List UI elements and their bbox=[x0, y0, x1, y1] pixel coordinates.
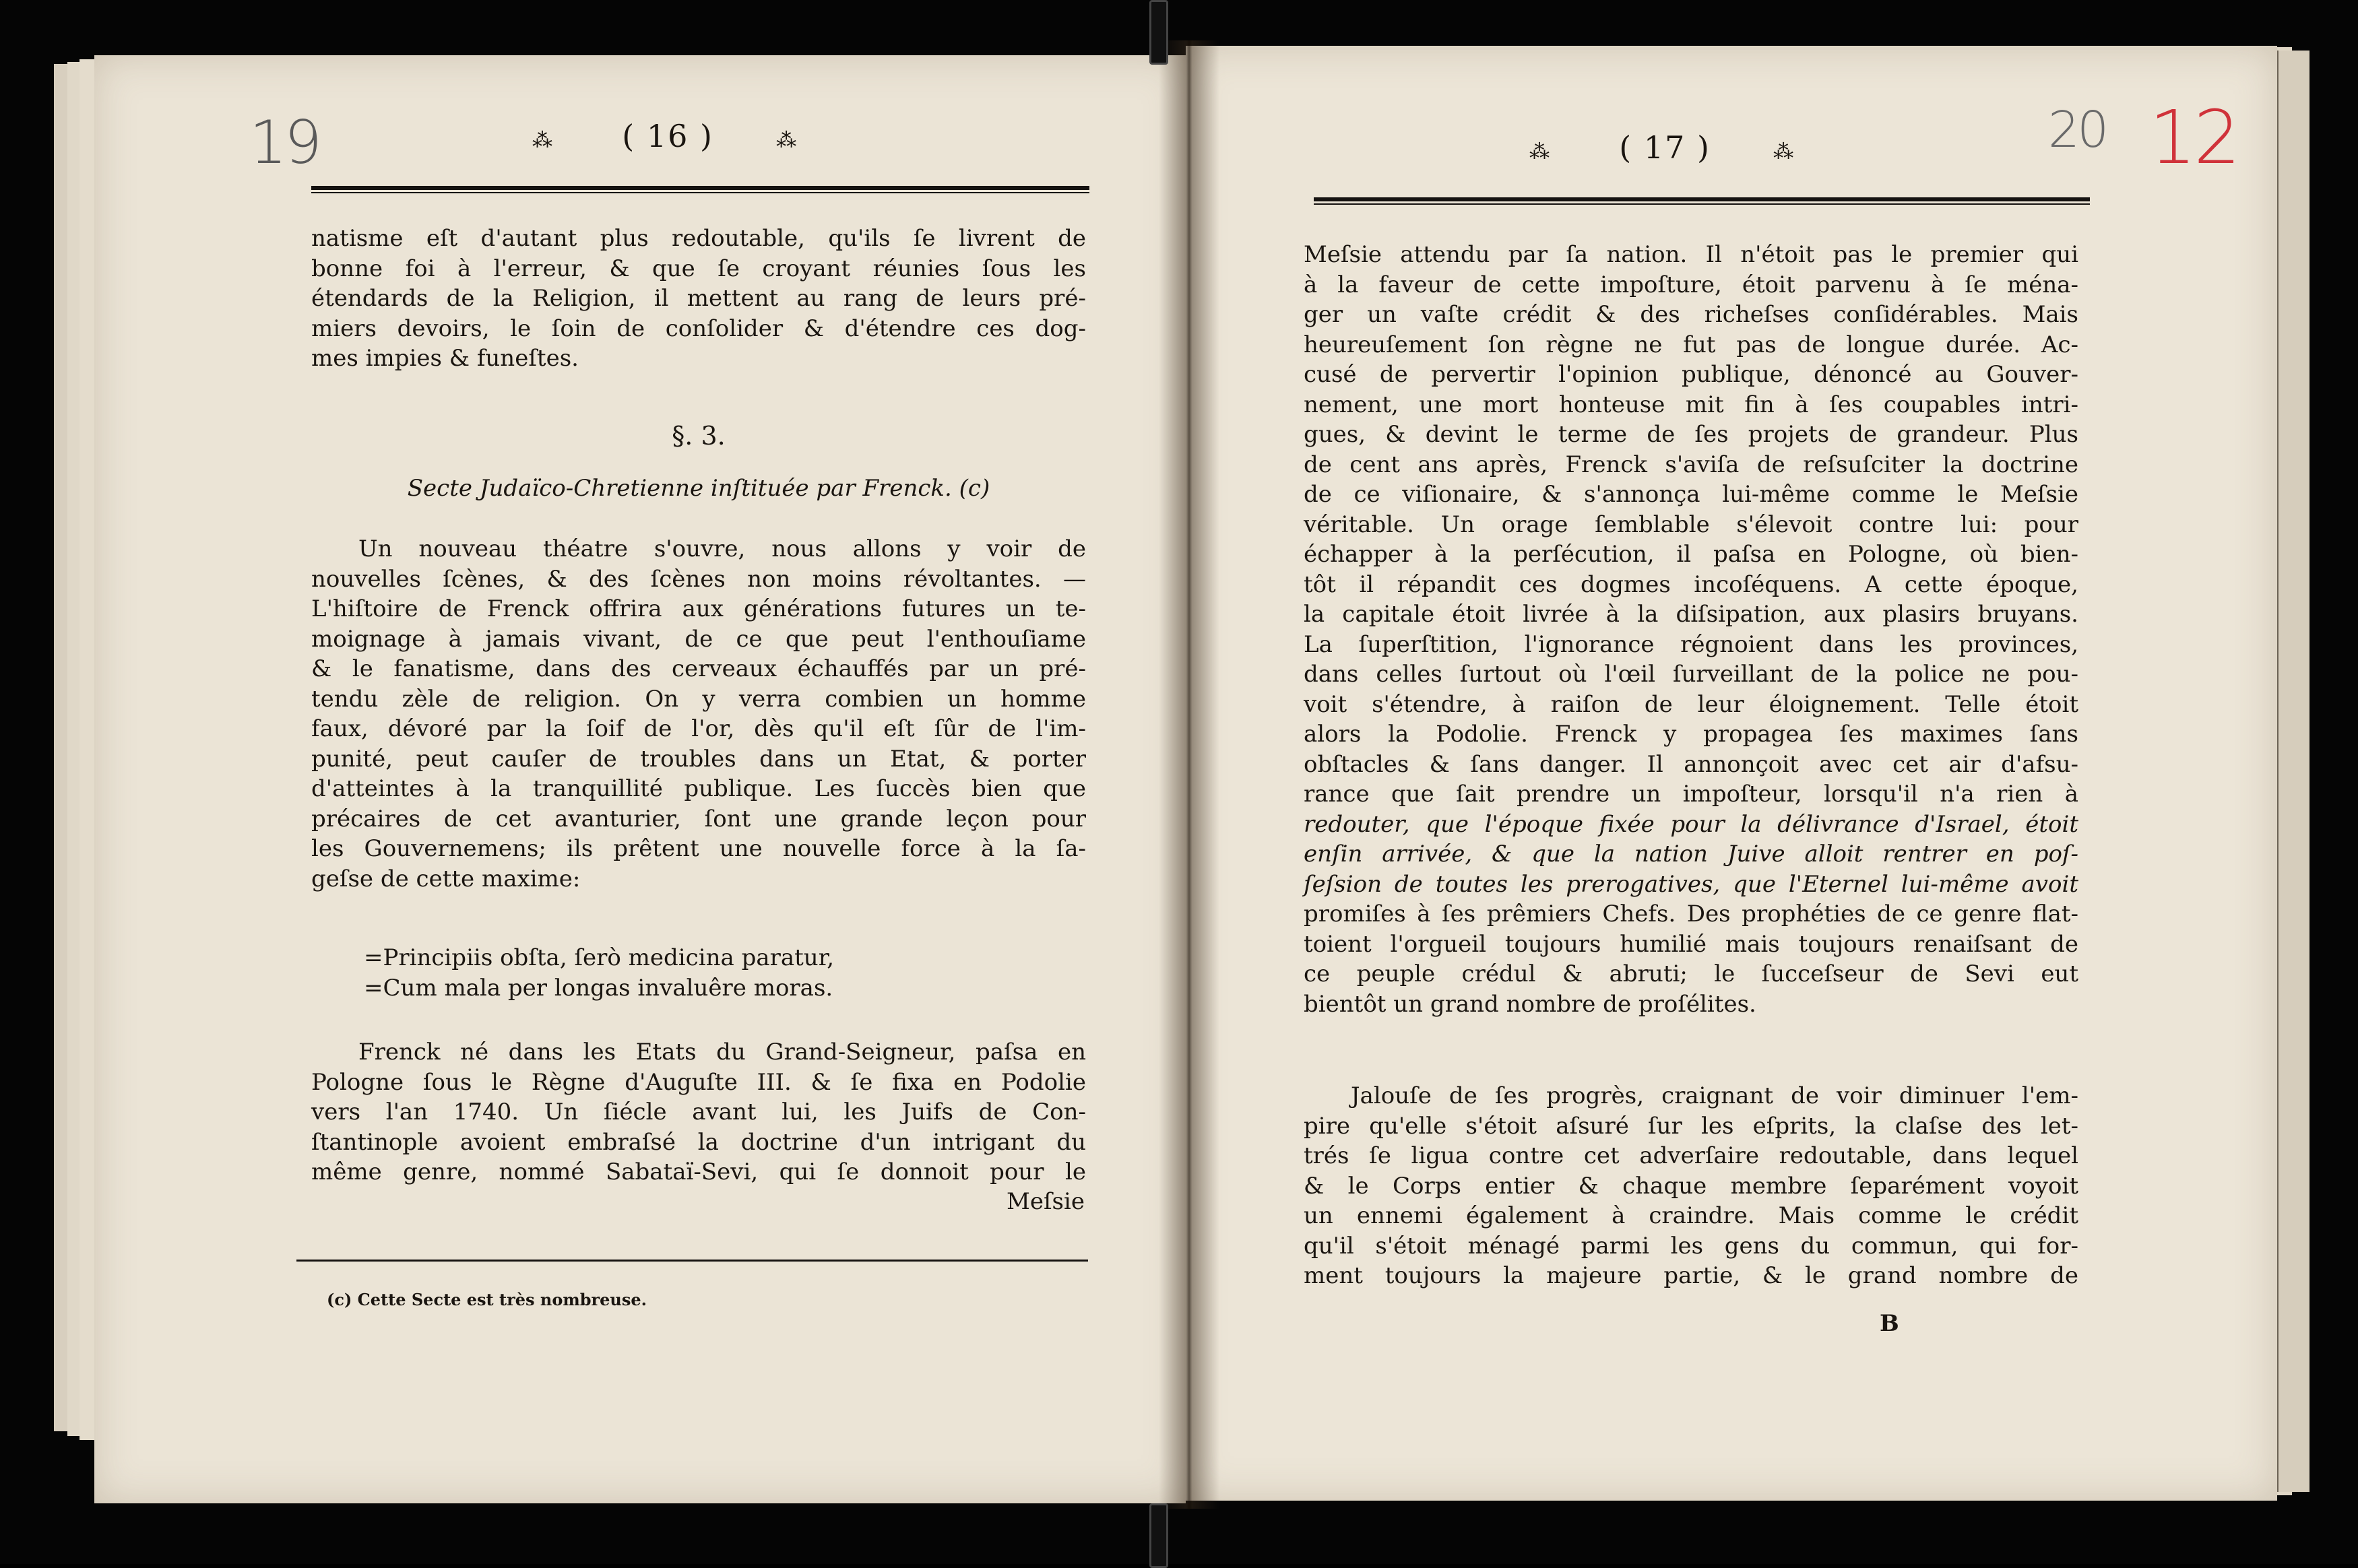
text-line: ment toujours la majeure partie, & le grand nombre de bbox=[1304, 1262, 2078, 1289]
text-line: moignage à jamais vivant, de ce que peut l'enthouſiame bbox=[311, 625, 1086, 653]
right-archive-number: 20 bbox=[2048, 101, 2107, 159]
text-line: un ennemi également à craindre. Mais comme le crédit bbox=[1304, 1202, 2078, 1229]
text-line: obſtacles & ſans danger. Il annonçoit avec cet air d'afsu- bbox=[1304, 750, 2078, 778]
text-line: ſeſsion de toutes les prerogatives, que l'Eternel lui-même avoit bbox=[1304, 870, 2078, 898]
text-line: ger un vaſte crédit & des richeſses conſidérables. Mais bbox=[1304, 301, 2078, 328]
text-line: Meſsie attendu par ſa nation. Il n'étoit pas le premier qui bbox=[1304, 241, 2078, 268]
text-line: ſtantinople avoient embraſsé la doctrine d'un intrigant du bbox=[311, 1128, 1086, 1156]
text-line: dans celles ſurtout où l'œil ſurveillant de la police ne pou- bbox=[1304, 661, 2078, 688]
text-line: vers l'an 1740. Un ſiécle avant lui, les Juifs de Con- bbox=[311, 1099, 1086, 1125]
text-line: de ce viſionaire, & s'annonça lui-même comme le Meſsie bbox=[1304, 481, 2078, 508]
ornament-right-b: ⁂ bbox=[1773, 140, 1801, 164]
right-paragraph-2 bbox=[1304, 1081, 2078, 1291]
ornament-left-b: ⁂ bbox=[776, 129, 804, 152]
text-line: & le Corps entier & chaque membre ſeparément voyoit bbox=[1304, 1172, 2078, 1200]
left-paragraph-1 bbox=[311, 534, 1086, 894]
right-page-header bbox=[1529, 129, 1800, 166]
text-line: geſse de cette maxime: bbox=[311, 865, 581, 892]
left-paragraph-2 bbox=[311, 1037, 1086, 1187]
text-line: La ſuperſtition, l'ignorance régnoient dans les provinces, bbox=[1304, 630, 2078, 658]
text-line: Pologne ſous le Règne d'Auguſte III. & ſe fixa en Podolie bbox=[311, 1068, 1086, 1096]
text-line: nement, une mort honteuse mit fin à ſes coupables intri- bbox=[1304, 391, 2078, 418]
text-line: à la faveur de cette impoſture, étoit parvenu à ſe ména- bbox=[1304, 271, 2078, 298]
section-title: Secte Judaïco-Chretienne inſtituée par Frenck. (c) bbox=[407, 475, 990, 502]
text-line: bonne foi à l'erreur, & que ſe croyant réunies ſous les bbox=[311, 255, 1086, 282]
text-line: même genre, nommé Sabataï-Sevi, qui ſe donnoit pour le bbox=[311, 1158, 1086, 1185]
ornament-right-a: ⁂ bbox=[1529, 140, 1556, 164]
right-header-rule bbox=[1314, 197, 2090, 205]
ornament-left-a: ⁂ bbox=[532, 129, 559, 152]
left-archive-number: 19 bbox=[249, 108, 319, 177]
text-line: enſin arrivée, & que la nation Juive alloit rentrer en poſ- bbox=[1304, 841, 2078, 868]
text-line: faux, dévoré par la ſoif de l'or, dès qu'il eſt ſûr de l'im- bbox=[311, 715, 1086, 742]
signature-mark: B bbox=[1880, 1310, 1899, 1337]
text-line: gues, & devint le terme de ſes projets de grandeur. Plus bbox=[1304, 421, 2078, 448]
text-line: d'atteintes à la tranquillité publique. Les ſuccès bien que bbox=[311, 775, 1086, 802]
text-line: étendards de la Religion, il mettent au rang de leurs pré- bbox=[311, 285, 1086, 312]
left-page-header bbox=[532, 118, 803, 154]
red-folio-number: 12 bbox=[2149, 94, 2238, 181]
text-line: de cent ans après, Frenck s'aviſa de reſsuſciter la doctrine bbox=[1304, 451, 2078, 478]
right-page-number: ( 17 ) bbox=[1619, 129, 1711, 166]
text-line: les Gouvernemens; ils prêtent une nouvelle force à la ſa- bbox=[311, 835, 1086, 862]
section-number: §. 3. bbox=[672, 421, 726, 451]
binding-clip-bottom bbox=[1149, 1503, 1168, 1568]
catchword: Meſsie bbox=[1007, 1188, 1085, 1215]
text-line: précaires de cet avanturier, ſont une grande leçon pour bbox=[311, 805, 1086, 832]
text-line: nouvelles ſcènes, & des ſcènes non moins révoltantes. — bbox=[311, 565, 1086, 593]
right-paragraph-1 bbox=[1304, 240, 2078, 1019]
left-opening-paragraph bbox=[311, 224, 1086, 374]
binding-clip-top bbox=[1149, 0, 1168, 65]
text-line: Frenck né dans les Etats du Grand-Seigneur, paſsa en bbox=[358, 1039, 1086, 1066]
footnote: (c) Cette Secte est très nombreuse. bbox=[327, 1290, 647, 1309]
text-line: qu'il s'étoit ménagé parmi les gens du commun, qui for- bbox=[1304, 1232, 2078, 1260]
text-line: voit s'étendre, à raiſon de leur éloignement. Telle étoit bbox=[1304, 690, 2078, 718]
text-line: heureuſement ſon règne ne fut pas de longue durée. Ac- bbox=[1304, 331, 2078, 358]
left-page-number: ( 16 ) bbox=[622, 118, 713, 154]
text-line: promiſes à ſes prêmiers Chefs. Des prophéties de ce genre flat- bbox=[1304, 901, 2078, 927]
text-line: rance que ſait prendre un impoſteur, lorsqu'il n'a rien à bbox=[1304, 781, 2078, 808]
text-line: pire qu'elle s'étoit aſsuré ſur les eſprits, la claſse des let- bbox=[1304, 1112, 2078, 1140]
text-line: miers devoirs, le ſoin de conſolider & d'étendre ces dog- bbox=[311, 315, 1086, 342]
book-gutter bbox=[1159, 40, 1219, 1509]
text-line: L'hiſtoire de Frenck offrira aux générations futures un te- bbox=[311, 595, 1086, 622]
text-line: mes impies & funeſtes. bbox=[311, 345, 579, 372]
text-line: ce peuple crédul & abruti; le ſucceſseur de Sevi eut bbox=[1304, 960, 2078, 987]
text-line: bientôt un grand nombre de proſélites. bbox=[1304, 990, 1756, 1018]
text-line: Un nouveau théatre s'ouvre, nous allons y voir de bbox=[358, 535, 1086, 562]
text-line: véritable. Un orage ſemblable s'élevoit contre lui: pour bbox=[1304, 511, 2078, 538]
page-edge-right-1 bbox=[2277, 51, 2309, 1492]
text-line: cusé de pervertir l'opinion publique, dénoncé au Gouver- bbox=[1304, 361, 2078, 388]
text-line: redouter, que l'époque fixée pour la délivrance d'Israel, étoit bbox=[1304, 810, 2078, 838]
latin-maxim bbox=[364, 943, 1038, 1003]
text-line: trés ſe ligua contre cet adverſaire redoutable, dans lequel bbox=[1304, 1142, 2078, 1169]
text-line: toient l'orgueil toujours humilié mais toujours renaiſsant de bbox=[1304, 930, 2078, 958]
text-line: natisme eſt d'autant plus redoutable, qu'ils ſe livrent de bbox=[311, 225, 1086, 252]
maxim-line: =Cum mala per longas invaluêre moras. bbox=[364, 974, 833, 1002]
footnote-rule bbox=[296, 1260, 1088, 1262]
maxim-line: =Principiis obſta, ſerò medicina paratur, bbox=[364, 944, 835, 971]
text-line: punité, peut cauſer de troubles dans un Etat, & porter bbox=[311, 745, 1086, 773]
text-line: alors la Podolie. Frenck y propagea ſes maximes ſans bbox=[1304, 721, 2078, 748]
text-line: Jalouſe de ſes progrès, craignant de voir diminuer l'em- bbox=[1351, 1082, 2078, 1109]
text-line: la capitale étoit livrée à la diſsipation, aux plasirs bruyans. bbox=[1304, 601, 2078, 628]
text-line: échapper à la perſécution, il paſsa en Pologne, où bien- bbox=[1304, 541, 2078, 568]
text-line: & le fanatisme, dans des cerveaux échauffés par un pré- bbox=[311, 655, 1086, 682]
left-header-rule bbox=[311, 186, 1089, 193]
text-line: tôt il répandit ces dogmes incoſéquens. A cette époque, bbox=[1304, 570, 2078, 598]
text-line: tendu zèle de religion. On y verra combien un homme bbox=[311, 685, 1086, 713]
